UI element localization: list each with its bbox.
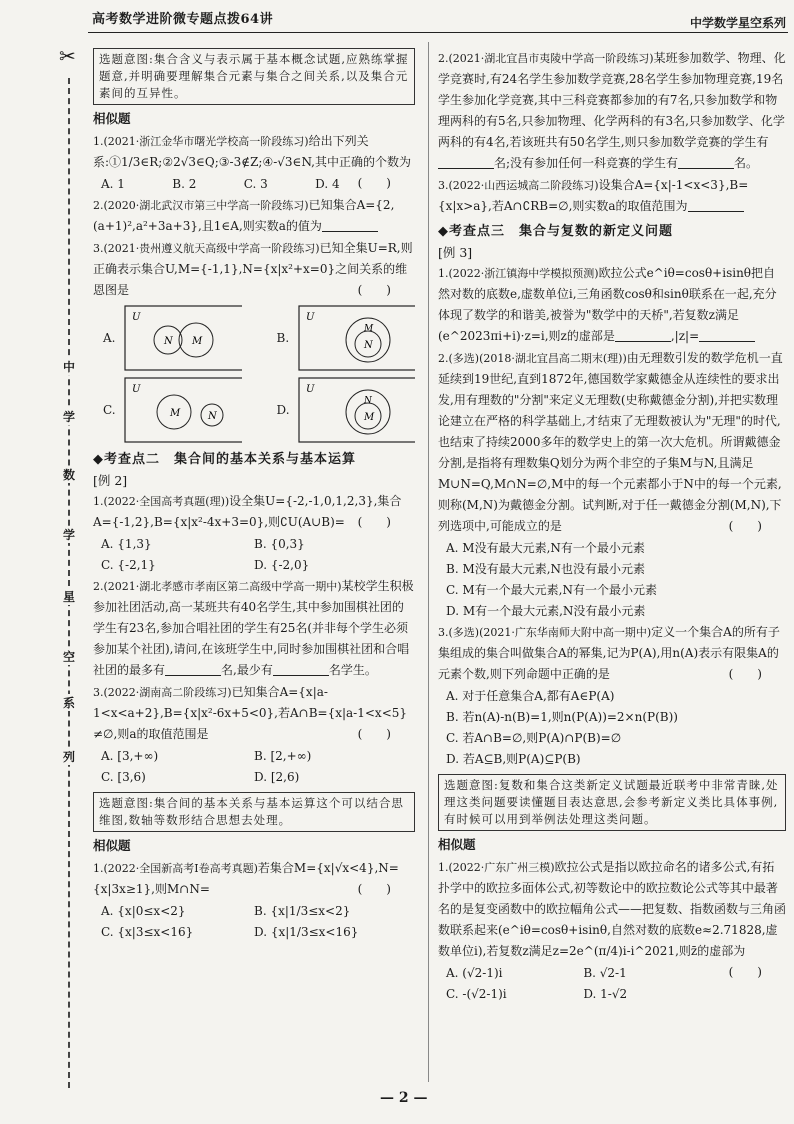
answer-paren: ( ) (357, 176, 391, 190)
question-text: 已知集合A={2,(a+1)²,a²+3a+3},且1∈A,则实数a的值为 (93, 198, 395, 233)
question-text: 设全集U={-2,-1,0,1,2,3},集合A={-1,2},B={x|x²-4x+3=0},则∁U(A∪B)= (93, 494, 402, 529)
question-source: 1.(2022·浙江镇海中学模拟预测) (438, 267, 599, 280)
example-question-2 (93, 576, 415, 681)
question-text: 名。 (734, 156, 759, 170)
question-source: 1.(2022·广东广州三模) (438, 861, 555, 874)
question-text: 名学生。 (328, 663, 377, 677)
option: C. 3 (243, 177, 268, 191)
venn-n-label: N (363, 396, 372, 406)
option: A. [3,+∞) (101, 749, 159, 763)
question-source: 2.(2020·湖北武汉市第三中学高一阶段练习) (93, 199, 309, 212)
venn-u-label: U (305, 384, 315, 395)
answer-paren: ( ) (357, 882, 391, 896)
venn-n-label: N (208, 411, 217, 422)
question-source: 3.(多选)(2021·广东华南师大附中高一期中) (438, 626, 652, 639)
example-question-2 (438, 348, 786, 537)
page-number: — 2 — (380, 1090, 428, 1106)
question-3 (93, 238, 415, 301)
example-question-3 (438, 622, 786, 685)
section-heading-3: ◆考查点三 集合与复数的新定义问题 (438, 224, 673, 239)
answer-blank (688, 197, 744, 212)
question-text: 名;没有参加任何一科竞赛的学生有 (494, 156, 679, 170)
question-3-right (438, 175, 786, 217)
option: A. 1 (101, 177, 125, 191)
option: C. [3,6) (101, 770, 146, 784)
header-rule (88, 32, 788, 33)
answer-blank (699, 327, 755, 342)
question-source: 3.(2022·湖南高二阶段练习) (93, 686, 232, 699)
answer-paren: ( ) (357, 515, 391, 529)
option: A. {x|0≤x<2} (101, 904, 186, 918)
option: C. {x|3≤x<16} (101, 925, 194, 939)
question-source: 3.(2021·贵州遵义航天高级中学高一阶段练习) (93, 242, 320, 255)
question-source: 2.(2021·湖北宜昌市夷陵中学高一阶段练习) (438, 52, 654, 65)
cut-line (68, 78, 70, 1088)
option-label: C. (103, 402, 116, 417)
answer-blank (273, 661, 329, 676)
example-question-1 (438, 263, 786, 347)
option: B. 2 (172, 177, 197, 191)
option: B. 若n(A)-n(B)=1,则n(P(A))=2×n(P(B)) (446, 710, 678, 724)
example-question-3 (93, 682, 415, 745)
venn-n-label: N (363, 340, 373, 351)
book-title: 高考数学进阶微专题点拨64讲 (92, 12, 274, 27)
side-char: 系 (62, 696, 75, 710)
question-text: 已知集合A={x|a-1<x<a+2},B={x|x²-6x+5<0},若A∩B={x|a-1<x<5}≠∅,则a的取值范围是 (93, 685, 408, 741)
option-label: B. (276, 330, 290, 345)
options (93, 746, 415, 788)
question-text: 已知全集U=R,则正确表示集合U,M={-1,1},N={x|x²+x=0}之间关系的维恩图是 (93, 241, 413, 297)
option: D. {-2,0} (254, 558, 310, 572)
option: B. [2,+∞) (254, 749, 312, 763)
option: A. (√2-1)i (446, 966, 503, 980)
venn-u-label: U (132, 384, 141, 395)
answer-paren: ( ) (728, 519, 762, 533)
options (438, 686, 786, 770)
question-text: ,|z|= (670, 329, 700, 343)
option: D. {x|1/3≤x<16} (254, 925, 359, 939)
option: B. M没有最大元素,N也没有最小元素 (446, 562, 646, 576)
options (93, 901, 415, 943)
similar-question-1 (93, 858, 415, 900)
question-text: 某班参加数学、物理、化学竞赛时,有24名学生参加数学竞赛,28名学生参加物理竞赛,19名学生参加化学竞赛,其中三科竞赛都参加的有7名,只参加数学和物理两科的有5名,只参加物理、化学两科的有3名,只参加数学、化学两科的有4名,若该班共有50名学生,则只参加数学竞赛的学生有 (438, 51, 786, 149)
question-source: 2.(2021·湖北孝感市孝南区第二高级中学高一期中) (93, 580, 342, 593)
intent-note: 选题意图:集合间的基本关系与基本运算这个可以结合思维图,数轴等数形结合思想去处理。 (93, 792, 415, 832)
option: D. [2,6) (254, 770, 300, 784)
answer-paren: ( ) (728, 667, 762, 681)
option: A. M没有最大元素,N有一个最小元素 (446, 541, 645, 555)
answer-blank (322, 217, 378, 232)
left-column (93, 48, 415, 943)
option: B. {x|1/3≤x<2} (254, 904, 351, 918)
venn-diagram-c (124, 377, 241, 443)
venn-u-label: U (305, 312, 315, 323)
question-text: 给出下列关系:①1/3∈R;②2√3∈Q;③-3∉Z;④-√3∈N,其中正确的个数为 (93, 134, 411, 169)
answer-blank (165, 661, 221, 676)
venn-m-label: M (192, 336, 203, 347)
question-source: 1.(2022·全国新高考Ⅰ卷高考真题) (93, 862, 258, 875)
options (438, 538, 786, 622)
venn-row (93, 377, 415, 443)
options (93, 174, 358, 195)
option-label: D. (276, 402, 290, 417)
options (93, 534, 415, 576)
venn-u-label: U (132, 312, 141, 323)
venn-m-label: M (170, 408, 181, 419)
side-char: 空 (62, 650, 75, 664)
question-2-right (438, 48, 786, 174)
answer-paren: ( ) (357, 727, 391, 741)
option: B. {0,3} (254, 537, 305, 551)
option: C. {-2,1} (101, 558, 156, 572)
question-text: 欧拉公式e^iθ=cosθ+isinθ把自然对数的底数e,虚数单位i,三角函数cosθ和sinθ联系在一起,充分体现了数学的和谐美,被誉为"数学中的天桥",若复数z满足(e^2023πi+i)·z=i,则z的虚部是 (438, 266, 777, 343)
venn-m-label: M (363, 412, 374, 423)
venn-row (93, 305, 415, 371)
venn-m-label: M (363, 324, 373, 334)
example-label: [例 3] (438, 245, 473, 260)
option: D. M有一个最大元素,N没有最小元素 (446, 604, 646, 618)
answer-paren: ( ) (728, 965, 762, 979)
side-char: 中 (62, 360, 75, 374)
question-text: 名,最少有 (221, 663, 273, 677)
question-source: 3.(2022·山西运城高二阶段练习) (438, 179, 599, 192)
question-text: 欧拉公式是指以欧拉命名的诸多公式,有拓扑学中的欧拉多面体公式,初等数论中的欧拉数论公式等其中最著名的是复变函数中的欧拉幅角公式——把复数、指数函数与三角函数联系起来(e^iθ=cosθ+isinθ,自然对数的底数e≈2.71828,虚数单位i),若复数z满足z=2e^(π/4)i-i^2021,则z̄的虚部为 (438, 860, 787, 958)
right-column (438, 48, 786, 1005)
intent-note: 选题意图:复数和集合这类新定义试题最近联考中非常青睐,处理这类问题要读懂题目表达意思,会参考新定义类比具体事例,有时候可以用到举例法处理这类问题。 (438, 774, 786, 831)
series-title: 中学数学星空系列 (689, 16, 786, 30)
question-source: 1.(2022·全国高考真题(理)) (93, 495, 230, 508)
answer-blank (615, 327, 671, 342)
side-char: 学 (62, 410, 75, 424)
similar-heading: 相似题 (93, 838, 131, 853)
question-source: 2.(多选)(2018·湖北宜昌高二期末(理)) (438, 352, 627, 365)
section-heading-2: ◆考查点二 集合间的基本关系与基本运算 (93, 452, 356, 467)
venn-diagram-b (298, 305, 415, 371)
option: A. {1,3} (101, 537, 152, 551)
answer-blank (438, 154, 494, 169)
side-char: 学 (62, 528, 75, 542)
option: C. 若A∩B=∅,则P(A)∩P(B)=∅ (446, 731, 622, 745)
answer-paren: ( ) (357, 283, 391, 297)
venn-diagram-d (298, 377, 415, 443)
intent-note: 选题意图:集合含义与表示属于基本概念试题,应熟练掌握题意,并明确要理解集合元素与集合之间关系,以及集合元素间的互异性。 (93, 48, 415, 105)
side-char: 数 (62, 468, 75, 482)
column-divider (428, 42, 429, 1082)
question-text: 设集合A={x|-1<x<3},B={x|x>a},若A∩∁RB=∅,则实数a的取值范围为 (438, 178, 749, 213)
question-text: 由无理数引发的数学危机一直延续到19世纪,直到1872年,德国数学家戴德金从连续性的要求出发,用有理数的"分割"来定义无理数(史称戴德金分割),并把实数理论建立在严格的科学基础上,才结束了无理数被认为"无理"的时代,也结束了持续2000多年的数学史上的第一次大危机。所谓戴德金分割,是指将有理数集Q划分为两个非空的子集M与N,且满足M∪N=Q,M∩N=∅,M中的每一个元素都小于N中的每一个元素,则称(M,N)为戴德金分割。试判断,对于任一戴德金分割(M,N),下列选项中,可能成立的是 (438, 351, 783, 533)
question-text: 若集合M={x|√x<4},N={x|3x≥1},则M∩N= (93, 861, 399, 896)
scissors-icon: ✂ (59, 44, 76, 68)
answer-blank (678, 154, 734, 169)
option: D. 1-√2 (583, 987, 628, 1001)
similar-heading: 相似题 (93, 111, 131, 126)
example-question-1 (93, 491, 415, 533)
venn-n-label: N (164, 336, 173, 347)
question-text: 某校学生积极参加社团活动,高一某班共有40名学生,其中参加围棋社团的学生有23名,参加合唱社团的学生有25名(并非每个学生必须参加某个社团),请问,在该班学生中,同时参加围棋社团和合唱社团的最多有 (93, 579, 414, 677)
option: B. √2-1 (583, 966, 627, 980)
option: C. M有一个最大元素,N有一个最小元素 (446, 583, 657, 597)
example-label: [例 2] (93, 473, 128, 488)
question-text: 定义一个集合A的所有子集组成的集合叫做集合A的幂集,记为P(A),用n(A)表示有限集A的元素个数,则下列命题中正确的是 (438, 625, 780, 681)
similar-heading: 相似题 (438, 837, 476, 852)
venn-diagram-a (124, 305, 241, 371)
question-source: 1.(2021·浙江金华市曙光学校高一阶段练习) (93, 135, 309, 148)
side-char: 列 (62, 750, 75, 764)
option: D. 若A⊆B,则P(A)⊆P(B) (446, 752, 581, 766)
option: A. 对于任意集合A,都有A∈P(A) (446, 689, 615, 703)
option: D. 4 (315, 177, 340, 191)
option-label: A. (103, 330, 116, 345)
question-2 (93, 195, 415, 237)
option: C. -(√2-1)i (446, 987, 507, 1001)
options (438, 963, 729, 1005)
side-char: 星 (62, 590, 75, 604)
